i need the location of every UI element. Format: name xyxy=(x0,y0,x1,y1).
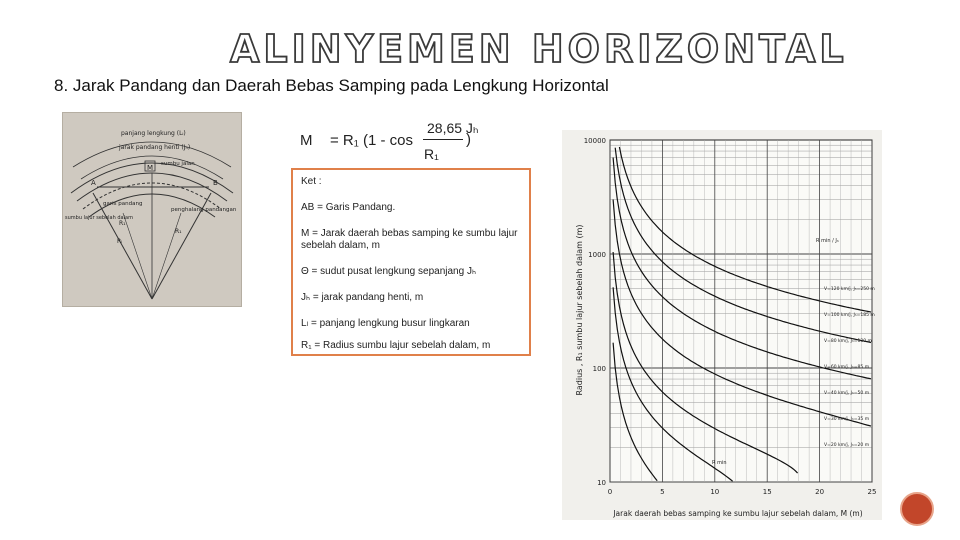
formula-fraction-bar xyxy=(423,139,463,140)
chart-x-tick-label: 10 xyxy=(710,488,720,496)
slide-title-text: ALINYEMEN HORIZONTAL xyxy=(230,27,848,71)
chart-plot-area xyxy=(610,140,872,482)
ket-heading: Ket : xyxy=(301,176,322,187)
diagram-label-obstacle: penghalang pandangan xyxy=(171,207,237,213)
chart-series-label: V=20 km/j, Jₕ=20 m xyxy=(824,443,870,448)
diagram-label-arc-top: panjang lengkung (Lₗ) xyxy=(121,130,186,137)
formula-denominator: R₁ xyxy=(424,146,439,162)
formula-lhs: M xyxy=(300,132,313,149)
radius-clearance-chart xyxy=(562,130,882,520)
chart-y-tick-label: 10 xyxy=(597,479,606,487)
diagram-label-arc-mid: jarak pandang henti (Jₕ) xyxy=(119,144,191,151)
sight-distance-diagram xyxy=(62,112,242,307)
diagram-label-axis: sumbu jalan xyxy=(161,161,195,167)
chart-series-label: V=80 km/j, Jₕ=130 m xyxy=(824,339,872,344)
ket-item: Θ = sudut pusat lengkung sepanjang Jₕ xyxy=(301,266,476,277)
diagram-label-m: M xyxy=(147,164,154,172)
diagram-label-rc: Rₗ xyxy=(117,238,123,245)
page-number-badge xyxy=(900,492,934,526)
diagram-label-r2: R₁ xyxy=(175,228,182,235)
chart-y-tick-label: 1000 xyxy=(588,251,606,259)
chart-x-tick-label: 0 xyxy=(607,488,613,496)
ket-item: R₁ = Radius sumbu lajur sebelah dalam, m xyxy=(301,340,491,351)
diagram-label-a: A xyxy=(91,179,96,187)
ket-item: AB = Garis Pandang. xyxy=(301,202,396,213)
chart-series-label: V=120 km/j, Jₕ=250 m xyxy=(824,287,875,292)
ket-item: Lₗ = panjang lengkung busur lingkaran xyxy=(301,318,470,329)
diagram-label-sightline: garis pandang xyxy=(103,201,143,207)
diagram-label-b: B xyxy=(213,179,218,187)
chart-x-tick-label: 5 xyxy=(660,488,665,496)
diagram-label-r1: R₁ xyxy=(119,220,126,227)
slide-subtitle: 8. Jarak Pandang dan Daerah Bebas Samping pada Lengkung Horizontal xyxy=(54,76,609,95)
chart-x-tick-label: 15 xyxy=(762,488,772,496)
chart-svg xyxy=(562,130,882,520)
formula-numerator: 28,65 Jₕ xyxy=(427,120,479,136)
chart-series-label: V=60 km/j, Jₕ=85 m xyxy=(824,365,870,370)
chart-y-tick-label: 100 xyxy=(592,365,606,373)
chart-annotation: R min / Jₕ xyxy=(816,238,839,244)
chart-series-label: V=40 km/j, Jₕ=50 m xyxy=(824,391,870,396)
chart-x-tick-label: 20 xyxy=(815,488,825,496)
chart-series-label: V=100 km/j, Jₕ=185 m xyxy=(824,313,875,318)
chart-y-tick-label: 10000 xyxy=(583,137,606,145)
diagram-drawing xyxy=(63,113,241,306)
formula-close: ) xyxy=(466,131,471,148)
chart-series-label: V=30 km/j, Jₕ=35 m xyxy=(824,417,870,422)
chart-ylabel: Radius , R₁ sumbu lajur sebelah dalam (m) xyxy=(575,224,584,396)
formula-rhs: = R₁ (1 - cos xyxy=(330,132,413,149)
chart-x-tick-label: 25 xyxy=(867,488,877,496)
ket-item: Jₕ = jarak pandang henti, m xyxy=(301,292,424,303)
diagram-label-inner-lane: sumbu lajur sebelah dalam xyxy=(65,215,133,221)
ket-item: M = Jarak daerah bebas samping ke sumbu lajur sebelah dalam, m xyxy=(301,228,518,251)
slide-title xyxy=(228,22,848,71)
formula-m xyxy=(290,118,480,166)
ket-box xyxy=(291,168,531,356)
chart-annotation: R min xyxy=(712,460,727,466)
chart-xlabel: Jarak daerah bebas samping ke sumbu lajur sebelah dalam, M (m) xyxy=(613,509,863,518)
